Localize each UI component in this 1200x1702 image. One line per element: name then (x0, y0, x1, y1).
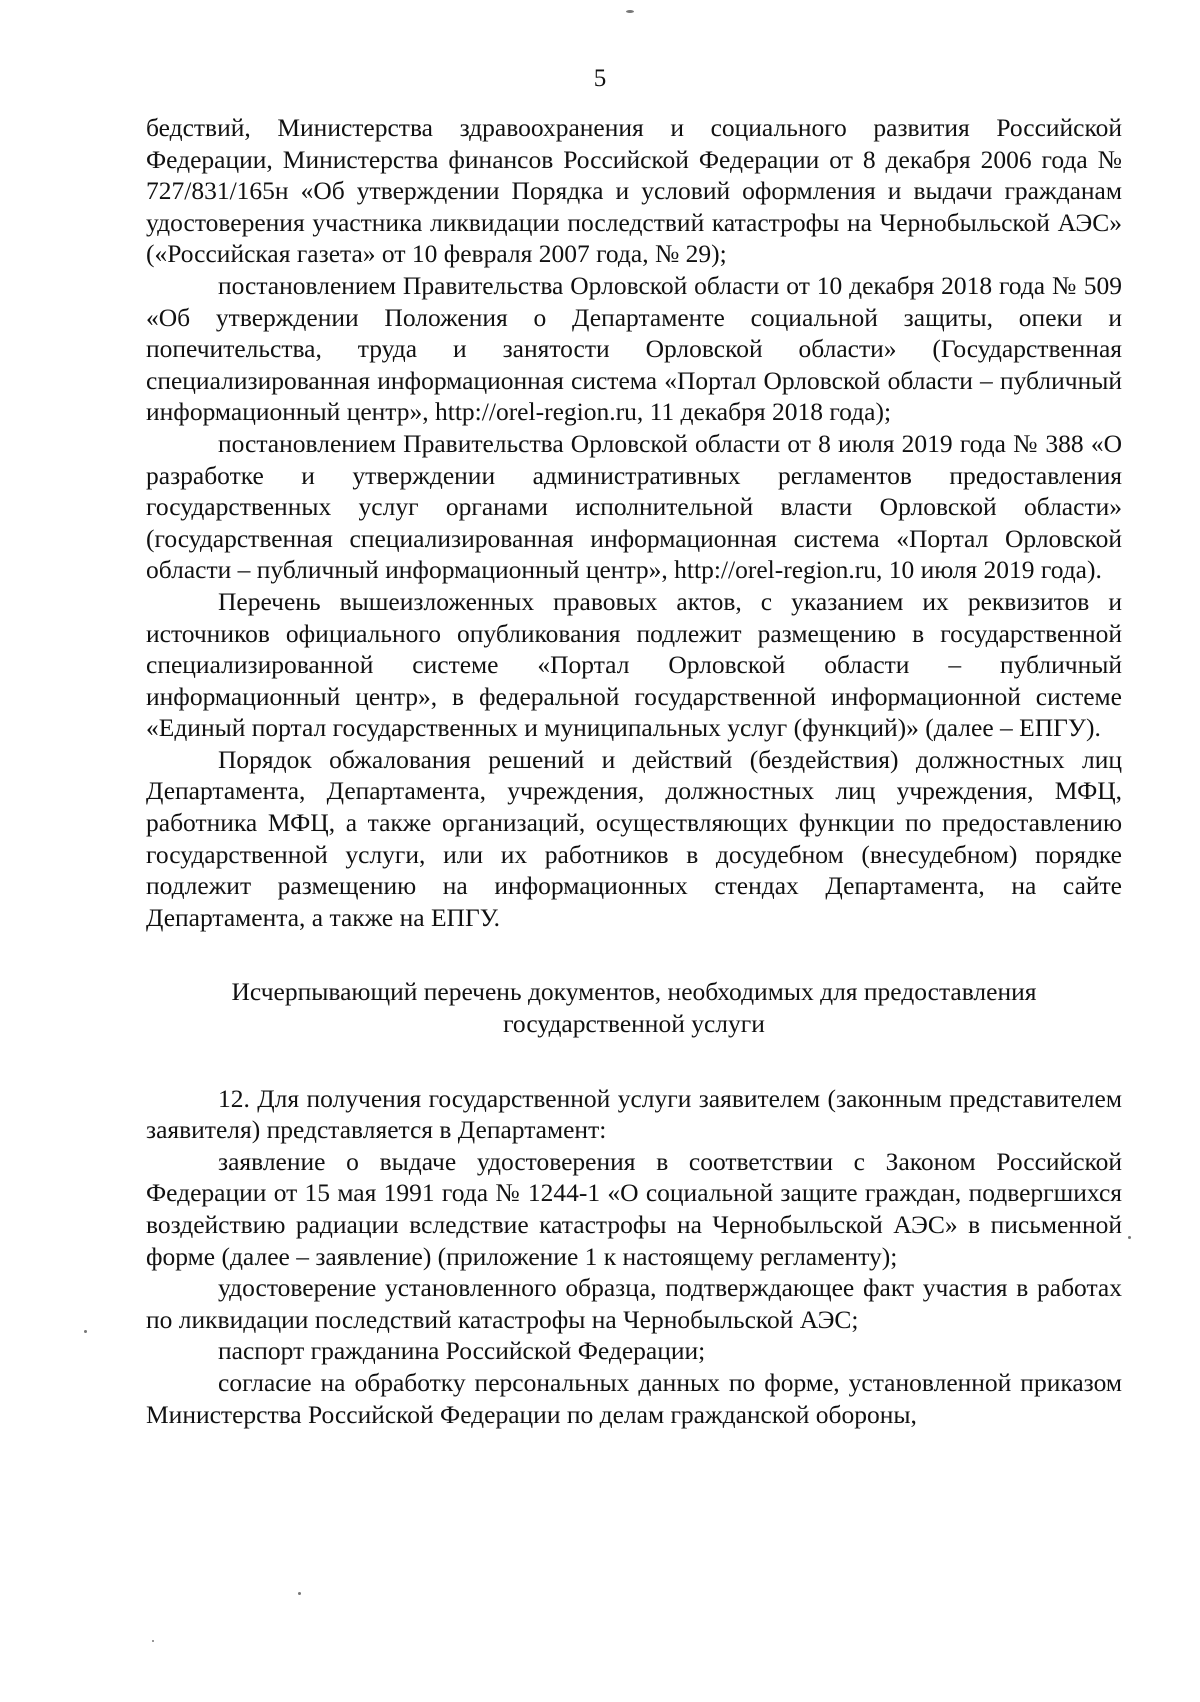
paragraph-certificate: удостоверение установленного образца, подтверждающее факт участия в работах по ликвидации последствий катастрофы на Чернобыльской АЭС; (146, 1273, 1122, 1334)
scan-speck (84, 1330, 87, 1333)
section-heading (146, 976, 1122, 1039)
scan-speck (1128, 1236, 1131, 1239)
page-number: 5 (593, 65, 607, 92)
section-heading-line-1: Исчерпывающий перечень документов, необходимых для предоставления (231, 977, 1037, 1007)
document-body (146, 112, 1122, 1430)
scan-speck (298, 1592, 301, 1595)
paragraph-resolution-509: постановлением Правительства Орловской области от 10 декабря 2018 года № 509 «Об утверждении Положения о Департаменте социальной защиты, опеки и попечительства, труда и занятости Орловской области» (Государственная специализированная информационная система «Портал Орловской области – публичный информационный центр», http://orel-region.ru, 11 декабря 2018 года); (146, 270, 1122, 427)
scan-speck (626, 10, 634, 13)
paragraph-publication-list: Перечень вышеизложенных правовых актов, с указанием их реквизитов и источников официального опубликования подлежит размещению в государственной специализированной системе «Портал Орловской области – публичный информационный центр», в федеральной государственной информационной системе «Единый портал государственных и муниципальных услуг (функций)» (далее – ЕПГУ). (146, 586, 1122, 743)
paragraph-consent: согласие на обработку персональных данных по форме, установленной приказом Министерства Российской Федерации по делам гражданской обороны, (146, 1367, 1122, 1429)
section-heading-line-2: государственной услуги (503, 1009, 765, 1039)
scan-speck (152, 1640, 154, 1642)
paragraph-item-12: 12. Для получения государственной услуги заявителем (законным представителем заявителя) представляется в Департамент: (146, 1083, 1122, 1145)
paragraph-appeal-procedure: Порядок обжалования решений и действий (бездействия) должностных лиц Департамента, Департамента, учреждения, должностных лиц учреждения, МФЦ, работника МФЦ, а также организаций, осуществляющих функции по предоставлению государственной услуги, или их работников в досудебном (внесудебном) порядке подлежит размещению на информационных стендах Департамента, на сайте Департамента, а также на ЕПГУ. (146, 744, 1122, 932)
paragraph-passport: паспорт гражданина Российской Федерации; (218, 1336, 706, 1366)
paragraph-continuation: бедствий, Министерства здравоохранения и социального развития Российской Федерации, Министерства финансов Российской Федерации от 8 декабря 2006 года № 727/831/165н «Об утверждении Порядка и условий оформления и выдачи гражданам удостоверения участника ликвидации последствий катастрофы на Чернобыльской АЭС» («Российская газета» от 10 февраля 2007 года, № 29); (146, 113, 1122, 269)
paragraph-resolution-388: постановлением Правительства Орловской области от 8 июля 2019 года № 388 «О разработке и утверждении административных регламентов предоставления государственных услуг органами исполнительной власти Орловской области» (государственная специализированная информационная система «Портал Орловской области – публичный информационный центр», http://orel-region.ru, 10 июля 2019 года). (146, 428, 1122, 585)
paragraph-application: заявление о выдаче удостоверения в соответствии с Законом Российской Федерации от 15 мая 1991 года № 1244-1 «О социальной защите граждан, подвергшихся воздействию радиации вследствие катастрофы на Чернобыльской АЭС» в письменной форме (далее – заявление) (приложение 1 к настоящему регламенту); (146, 1146, 1122, 1271)
